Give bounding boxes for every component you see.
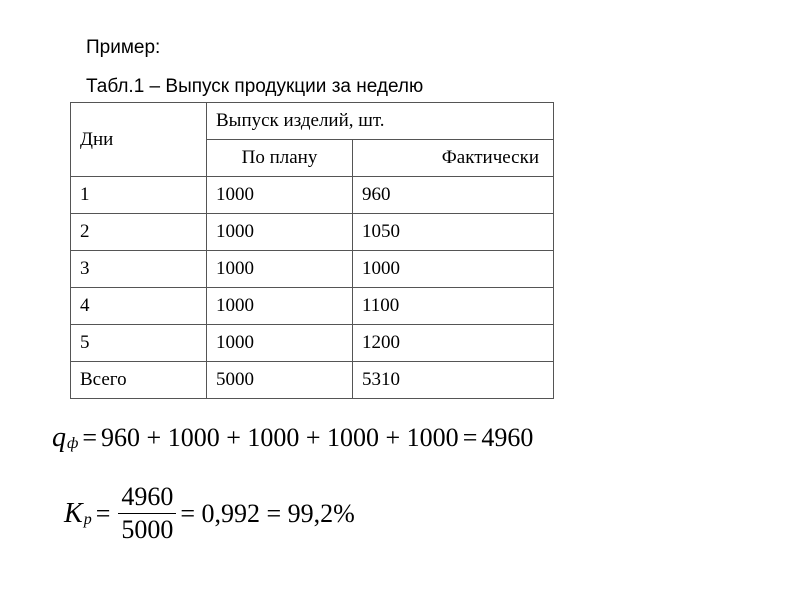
cell-day: 4 bbox=[71, 288, 207, 325]
formula-q-var: q bbox=[52, 422, 66, 453]
cell-day: 1 bbox=[71, 177, 207, 214]
header-days: Дни bbox=[71, 103, 207, 177]
cell-day: 2 bbox=[71, 214, 207, 251]
table-row bbox=[71, 288, 554, 325]
example-label: Пример: bbox=[86, 37, 161, 58]
table-row bbox=[71, 251, 554, 288]
production-table bbox=[70, 102, 554, 399]
formula-k-var: K bbox=[64, 497, 83, 529]
cell-actual: 1100 bbox=[353, 288, 554, 325]
formula-k-numerator: 4960 bbox=[118, 484, 176, 514]
formula-q-actual bbox=[52, 424, 533, 452]
cell-actual: 1050 bbox=[353, 214, 554, 251]
table-row bbox=[71, 177, 554, 214]
cell-actual: 1000 bbox=[353, 251, 554, 288]
formula-k-ratio bbox=[64, 484, 355, 543]
formula-q-eq2: = bbox=[462, 423, 478, 452]
cell-actual: 960 bbox=[353, 177, 554, 214]
cell-day: 3 bbox=[71, 251, 207, 288]
table-total-row bbox=[71, 362, 554, 399]
table-caption: Табл.1 – Выпуск продукции за неделю bbox=[86, 76, 424, 97]
cell-plan: 5000 bbox=[207, 362, 353, 399]
header-output: Выпуск изделий, шт. bbox=[207, 103, 554, 140]
table-row bbox=[71, 214, 554, 251]
cell-plan: 1000 bbox=[207, 288, 353, 325]
cell-plan: 1000 bbox=[207, 325, 353, 362]
formula-q-sub: ф bbox=[67, 435, 79, 452]
formula-q-result: 4960 bbox=[481, 423, 534, 452]
cell-plan: 1000 bbox=[207, 177, 353, 214]
cell-actual: 5310 bbox=[353, 362, 554, 399]
formula-k-denominator: 5000 bbox=[121, 515, 174, 544]
formula-k-fraction bbox=[118, 484, 176, 543]
formula-q-eq: = bbox=[82, 423, 98, 452]
cell-plan: 1000 bbox=[207, 251, 353, 288]
formula-k-eq: = bbox=[95, 498, 111, 528]
header-actual: Фактически bbox=[353, 140, 554, 177]
formula-k-sub: p bbox=[83, 510, 92, 528]
cell-plan: 1000 bbox=[207, 214, 353, 251]
formula-k-result: = 0,992 = 99,2% bbox=[180, 498, 355, 528]
cell-actual: 1200 bbox=[353, 325, 554, 362]
cell-day: 5 bbox=[71, 325, 207, 362]
formula-q-expr: 960 + 1000 + 1000 + 1000 + 1000 bbox=[101, 423, 459, 452]
header-plan: По плану bbox=[207, 140, 353, 177]
table-row bbox=[71, 325, 554, 362]
table-header-row bbox=[71, 103, 554, 140]
cell-day: Всего bbox=[71, 362, 207, 399]
